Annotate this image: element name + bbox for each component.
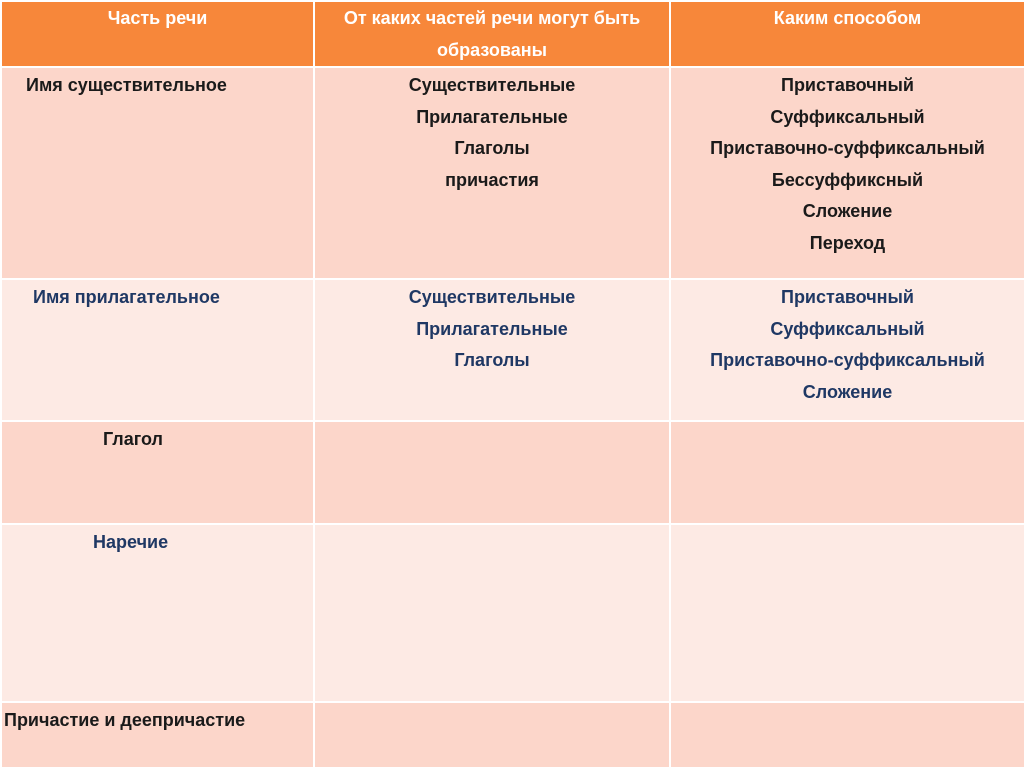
part-label: Имя существительное bbox=[26, 75, 227, 95]
header-formed-from: От каких частей речи могут быть образованы bbox=[314, 1, 670, 67]
list-item: Существительные bbox=[408, 75, 576, 95]
list-item: Бессуффиксный bbox=[771, 169, 924, 190]
from-cell bbox=[314, 67, 670, 279]
from-cell bbox=[314, 421, 670, 524]
part-label: Глагол bbox=[103, 429, 163, 449]
list-item: Переход bbox=[809, 232, 886, 253]
table-row bbox=[1, 421, 1024, 524]
list-item: Приставочный bbox=[781, 287, 914, 307]
from-cell bbox=[314, 702, 670, 767]
method-cell bbox=[670, 279, 1024, 421]
part-label: Наречие bbox=[93, 532, 169, 552]
part-cell bbox=[1, 524, 314, 702]
list-item: Прилагательные bbox=[416, 106, 568, 127]
table-row bbox=[1, 702, 1024, 767]
list-item: Глаголы bbox=[454, 138, 530, 158]
from-cell bbox=[314, 279, 670, 421]
table-row bbox=[1, 524, 1024, 702]
method-cell bbox=[670, 67, 1024, 279]
list-item: Сложение bbox=[802, 381, 893, 402]
table-header-row bbox=[1, 1, 1024, 67]
part-cell bbox=[1, 702, 314, 767]
part-cell bbox=[1, 421, 314, 524]
table-row bbox=[1, 279, 1024, 421]
list-item: Приставочный bbox=[781, 75, 914, 95]
part-cell bbox=[1, 279, 314, 421]
list-item: Суффиксальный bbox=[770, 318, 925, 339]
method-cell bbox=[670, 524, 1024, 702]
from-cell bbox=[314, 524, 670, 702]
header-part-of-speech: Часть речи bbox=[1, 1, 314, 67]
list-item: Приставочно-суффиксальный bbox=[710, 138, 985, 158]
list-item: Прилагательные bbox=[416, 318, 568, 339]
list-item: Сложение bbox=[802, 201, 893, 221]
header-method: Каким способом bbox=[670, 1, 1024, 67]
list-item: Существительные bbox=[408, 287, 576, 307]
table-row bbox=[1, 67, 1024, 279]
part-cell bbox=[1, 67, 314, 279]
list-item: Глаголы bbox=[454, 350, 530, 370]
list-item: Суффиксальный bbox=[770, 106, 925, 127]
part-label: Имя прилагательное bbox=[33, 287, 220, 307]
part-label: Причастие и деепричастие bbox=[4, 710, 246, 730]
list-item: причастия bbox=[445, 169, 539, 190]
list-item: Приставочно-суффиксальный bbox=[710, 350, 985, 370]
method-cell bbox=[670, 702, 1024, 767]
method-cell bbox=[670, 421, 1024, 524]
